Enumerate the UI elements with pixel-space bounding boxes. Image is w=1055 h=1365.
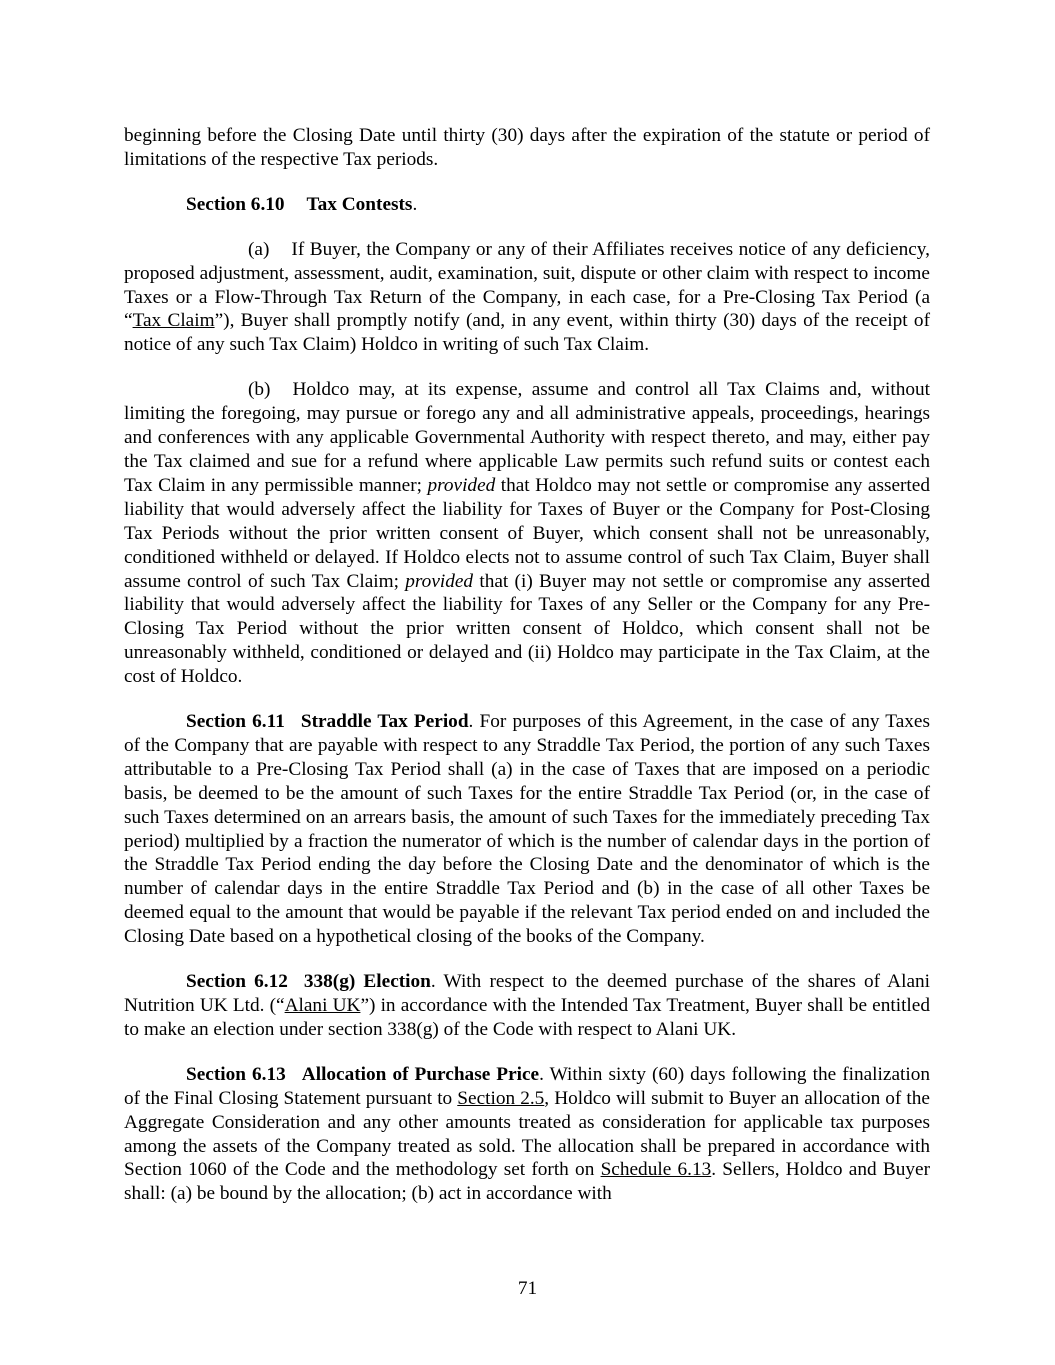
section-6-10-b: (b) Holdco may, at its expense, assume and control all Tax Claims and, without limiting the foregoing, may pursue or forego any and all administrative appeals, proceedings, hearings and conferences with any applicable Governmental Authority with respect thereto, and may, either pay the Tax claimed and sue for a refund where applicable Law permits such refund suits or contest each Tax Claim in any permissible manner; provided that Holdco may not settle or compromise any asserted liability that would adversely affect the liability for Taxes of Buyer or the Company for Post-Closing Tax Periods without the prior written consent of Buyer, which consent shall not be unreasonably, conditioned withheld or delayed. If Holdco elects not to assume control of such Tax Claim, Buyer shall assume control of such Tax Claim; provided that (i) Buyer may not settle or compromise any asserted liability that would adversely affect the liability for Taxes of any Seller or the Company for any Pre-Closing Tax Period without the prior written consent of Holdco, which consent shall not be unreasonably withheld, conditioned or delayed and (ii) Holdco may participate in the Tax Claim, at the cost of Holdco.	[124, 379, 930, 688]
section-number: Section 6.12	[186, 971, 288, 993]
paragraph-text: beginning before the Closing Date until thirty (30) days after the expiration of the statute or period of limitations of the respective Tax periods.	[124, 125, 930, 170]
section-6-13: Section 6.13 Allocation of Purchase Price. Within sixty (60) days following the finalization of the Final Closing Statement pursuant to Section 2.5, Holdco will submit to Buyer an allocation of the Aggregate Consideration and any other amounts treated as consideration for applicable tax purposes among the assets of the Company treated as sold. The allocation shall be prepared in accordance with Section 1060 of the Code and the methodology set forth on Schedule 6.13. Sellers, Holdco and Buyer shall: (a) be bound by the allocation; (b) act in accordance with	[124, 1063, 930, 1205]
section-title: Allocation of Purchase Price	[301, 1063, 540, 1085]
clause-label: (b)	[248, 379, 271, 401]
section-6-12: Section 6.12 338(g) Election. With respect to the deemed purchase of the shares of Alani Nutrition UK Ltd. (“Alani UK”) in accordance with the Intended Tax Treatment, Buyer shall be entitled to make an election under section 338(g) of the Code with respect to Alani UK.	[124, 971, 930, 1040]
section-number: Section 6.10	[186, 193, 285, 215]
cross-reference: Section 2.5	[457, 1087, 545, 1109]
clause-label: (a)	[248, 238, 270, 260]
section-title: Tax Contests	[306, 193, 413, 215]
section-6-10-heading: Section 6.10 Tax Contests.	[186, 193, 418, 215]
document-page	[124, 124, 930, 1227]
section-title: Straddle Tax Period	[300, 711, 469, 733]
section-number: Section 6.11	[186, 711, 285, 733]
paragraph-continuation	[124, 124, 930, 172]
section-title: 338(g) Election	[303, 971, 431, 993]
italic-term: provided	[427, 474, 496, 496]
section-6-10-a: (a) If Buyer, the Company or any of their Affiliates receives notice of any deficiency, proposed adjustment, assessment, audit, examination, suit, dispute or other claim with respect to income Taxes or a Flow-Through Tax Return of the Company, in each case, for a Pre-Closing Tax Period (a “Tax Claim”), Buyer shall promptly notify (and, in any event, within thirty (30) days of the receipt of notice of any such Tax Claim) Holdco in writing of such Tax Claim.	[124, 238, 930, 356]
defined-term: Tax Claim	[132, 310, 215, 332]
section-number: Section 6.13	[186, 1063, 286, 1085]
section-6-11: Section 6.11 Straddle Tax Period. For purposes of this Agreement, in the case of any Taxes of the Company that are payable with respect to any Straddle Tax Period, the portion of any such Taxes attributable to a Pre-Closing Tax Period shall (a) in the case of Taxes that are imposed on a periodic basis, be deemed to be the amount of such Taxes for the entire Straddle Tax Period (or, in the case of such Taxes determined on an arrears basis, the amount of such Taxes for the immediately preceding Tax period) multiplied by a fraction the numerator of which is the number of calendar days in the portion of the Straddle Tax Period ending the day before the Closing Date and the denominator of which is the number of calendar days in the entire Straddle Tax Period and (b) in the case of all other Taxes be deemed equal to the amount that would be payable if the relevant Tax period ended on and included the Closing Date based on a hypothetical closing of the books of the Company.	[124, 711, 930, 948]
page-number: 71	[517, 1278, 538, 1299]
cross-reference: Schedule 6.13	[600, 1159, 712, 1181]
italic-term: provided	[405, 570, 474, 592]
defined-term: Alani UK	[284, 995, 361, 1016]
